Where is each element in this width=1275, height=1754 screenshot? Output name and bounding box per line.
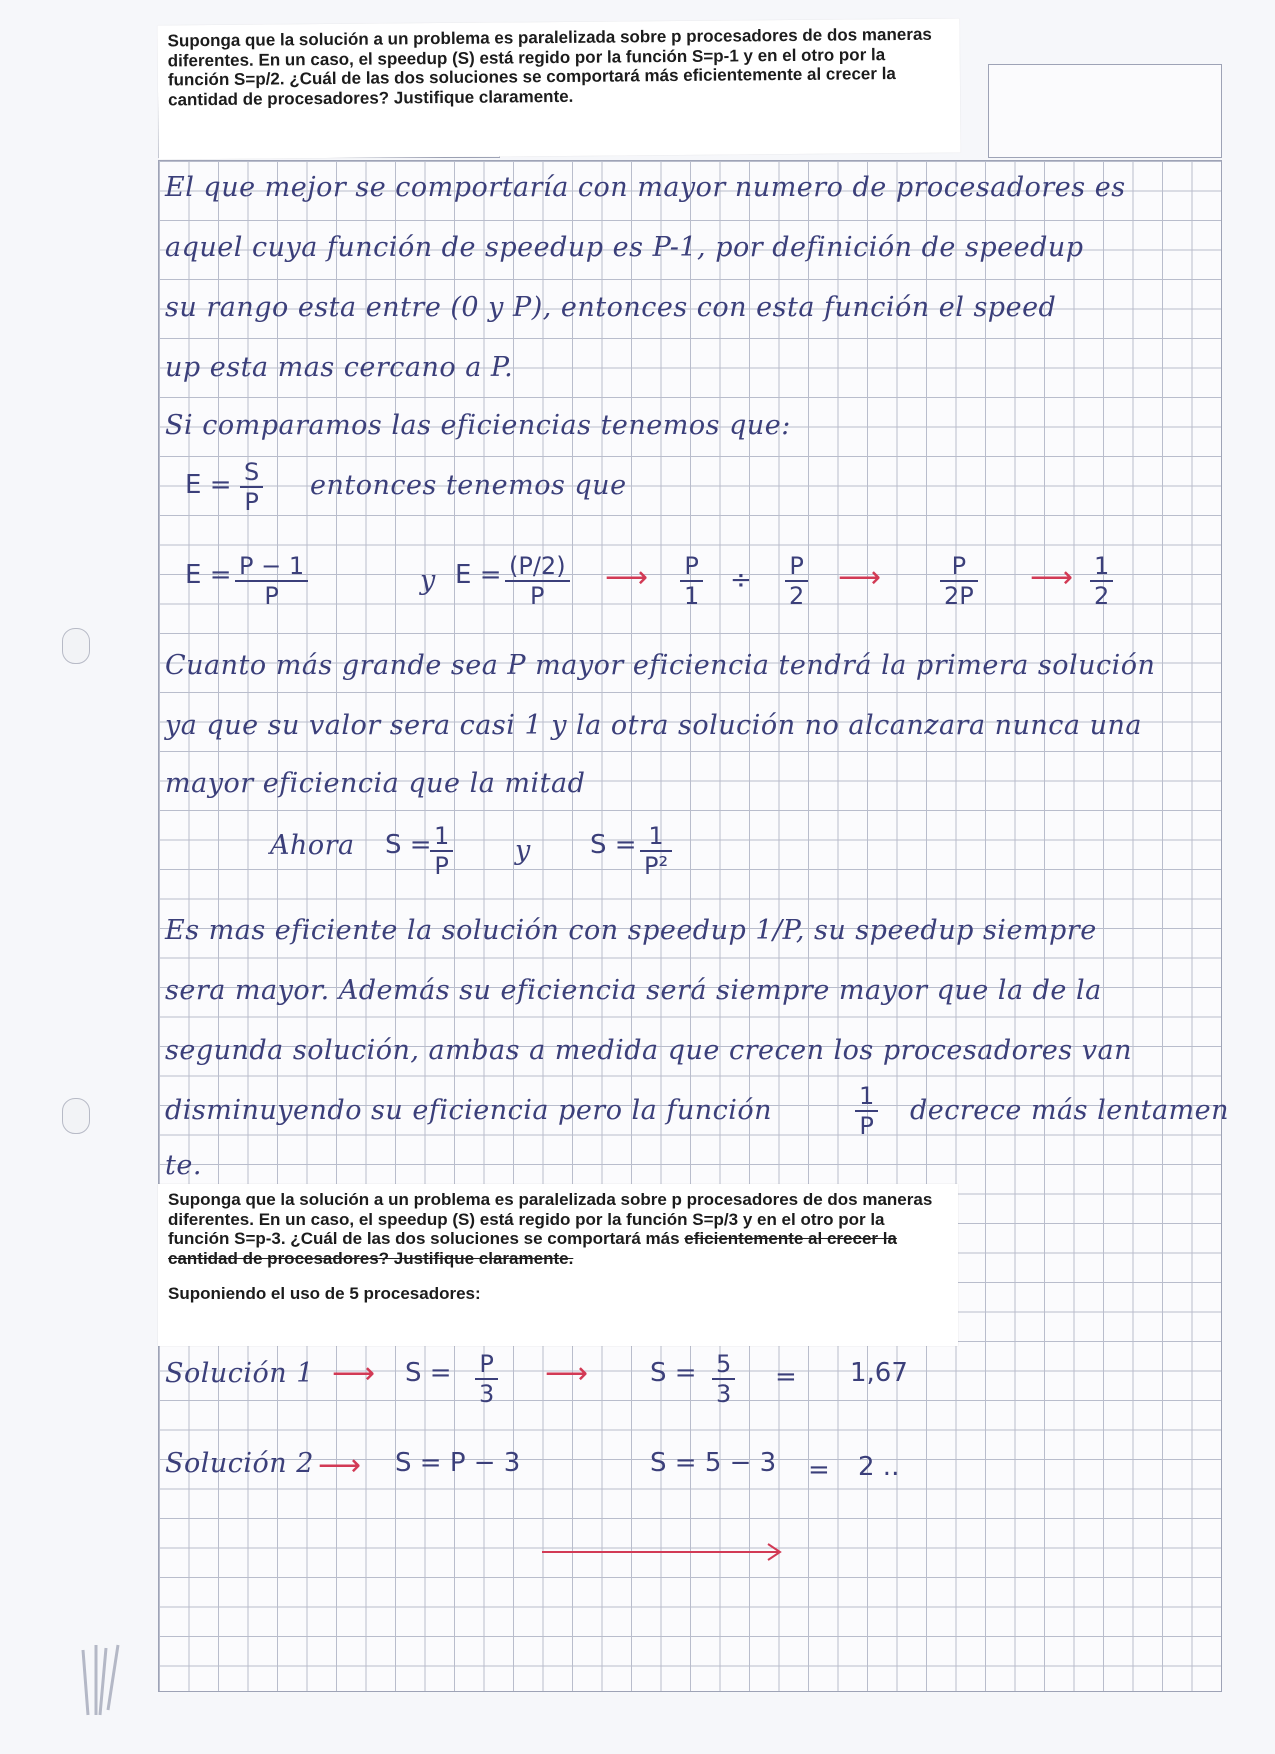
efficiency-1-fraction (235, 552, 308, 610)
fraction-denominator: P (434, 852, 449, 880)
solution-1-fraction-2 (712, 1350, 735, 1408)
solution-2-label: Solución 2 (165, 1448, 314, 1479)
ahora-label: Ahora (270, 830, 355, 861)
conjunction-y: y (515, 835, 531, 866)
solution-1-s-label: S = (405, 1358, 452, 1388)
header-box-right (988, 64, 1222, 158)
fraction-denominator: 2P (944, 582, 974, 610)
fraction-numerator: 1 (430, 822, 453, 852)
long-arrow-icon (540, 1540, 790, 1564)
arrow-icon: ⟶ (1030, 560, 1074, 595)
arrow-icon: ⟶ (318, 1448, 362, 1483)
efficiency-label-2: E = (185, 560, 232, 590)
question-2-text: Suponga que la solución a un problema es paralelizada sobre p procesadores de dos maneras diferentes. En un caso, el speedup (S) está regido por la función S=p/3 y en el otro por la función S=p-3. ¿Cuál de las dos soluciones se comportará más (168, 1190, 933, 1248)
answer-1-line-6: entonces tenemos que (310, 470, 627, 501)
question-1-text: Suponga que la solución a un problema es paralelizada sobre p procesadores de dos maneras diferentes. En un caso, el speedup (S) está regido por la función S=p-1 y en el otro por la función S=p/2. ¿Cuál de las dos soluciones se comportará más eficientemente al crecer la cantidad de procesadores? Justifique claramente. (167, 24, 932, 109)
conjunction-y: y (420, 565, 436, 596)
fraction-denominator: 1 (684, 582, 700, 610)
question-2-text-strike: eficientemente al crecer la cantidad de procesadores? Justifique claramente. (168, 1229, 897, 1268)
answer-1-line-1: El que mejor se comportaría con mayor numero de procesadores es (165, 172, 1126, 203)
solution-2-result: 2 .. (858, 1452, 900, 1482)
arrow-icon: ⟶ (332, 1356, 376, 1391)
speedup-2-fraction (640, 822, 672, 880)
fraction-numerator: P (940, 552, 978, 582)
fraction-denominator: 3 (716, 1380, 732, 1408)
fraction-numerator: P − 1 (235, 552, 308, 582)
answer-1-more-1: Cuanto más grande sea P mayor eficiencia tendrá la primera solución (165, 650, 1156, 681)
fraction-denominator: P² (644, 852, 669, 880)
solution-1-fraction (475, 1350, 498, 1408)
fraction-denominator: 2 (1094, 582, 1110, 610)
binder-hole-top (62, 628, 90, 664)
step-1-fraction (680, 552, 703, 610)
fraction-denominator: P (244, 488, 259, 516)
fraction-numerator: 1 (1090, 552, 1113, 582)
fraction-denominator: P (530, 582, 545, 610)
question-1-box (157, 19, 960, 160)
division-sign: ÷ (730, 565, 752, 595)
answer-1-end-1: Es mas eficiente la solución con speedup 1/P, su speedup siempre (165, 915, 1097, 946)
question-2-subtext: Suponiendo el uso de 5 procesadores: (168, 1284, 481, 1303)
arrow-icon: ⟶ (545, 1356, 589, 1391)
arrow-icon: ⟶ (838, 560, 882, 595)
solution-1-label: Solución 1 (165, 1358, 314, 1389)
fraction-numerator: P (475, 1350, 498, 1380)
efficiency-fraction (240, 458, 263, 516)
answer-1-line-5: Si comparamos las eficiencias tenemos que: (165, 410, 791, 441)
equals-sign: = (808, 1455, 830, 1485)
solution-2-formula: S = P − 3 (395, 1448, 521, 1478)
answer-1-end-6: te. (165, 1150, 202, 1181)
step-2-fraction (785, 552, 808, 610)
answer-1-line-3: su rango esta entre (0 y P), entonces con esta función el speed (165, 292, 1057, 323)
equals-sign: = (775, 1362, 797, 1392)
answer-1-end-3: segunda solución, ambas a medida que crecen los procesadores van (165, 1035, 1132, 1066)
result-fraction (1090, 552, 1113, 610)
binder-hole-bottom (62, 1098, 90, 1134)
fraction-numerator: 1 (855, 1082, 878, 1112)
fraction-numerator: P (785, 552, 808, 582)
efficiency-label-3: E = (455, 560, 502, 590)
efficiency-2-fraction (505, 552, 570, 610)
fraction-denominator: 3 (479, 1380, 495, 1408)
answer-1-end-4: disminuyendo su eficiencia pero la función (165, 1095, 773, 1126)
fraction-numerator: S (240, 458, 263, 488)
question-2-box (158, 1184, 958, 1346)
fraction-denominator: 2 (789, 582, 805, 610)
solution-1-s-label-2: S = (650, 1358, 697, 1388)
answer-1-end-5: decrece más lentamen (910, 1095, 1230, 1126)
speedup-1-fraction (430, 822, 453, 880)
fraction-numerator: (P/2) (505, 552, 570, 582)
solution-2-calc: S = 5 − 3 (650, 1448, 777, 1478)
efficiency-label: E = (185, 470, 232, 500)
speedup-label-1: S = (385, 830, 432, 860)
fraction-denominator: P (264, 582, 279, 610)
arrow-icon: ⟶ (605, 560, 649, 595)
answer-1-line-2: aquel cuya función de speedup es P-1, por definición de speedup (165, 232, 1084, 263)
fraction-numerator: 5 (712, 1350, 735, 1380)
final-fraction (855, 1082, 878, 1140)
paper-logo-icon (78, 1640, 128, 1720)
solution-1-result: 1,67 (850, 1358, 908, 1388)
step-3-fraction (940, 552, 978, 610)
fraction-numerator: P (680, 552, 703, 582)
answer-1-end-2: sera mayor. Además su eficiencia será siempre mayor que la de la (165, 975, 1102, 1006)
speedup-label-2: S = (590, 830, 637, 860)
fraction-numerator: 1 (640, 822, 672, 852)
fraction-denominator: P (859, 1112, 874, 1140)
answer-1-more-2: ya que su valor sera casi 1 y la otra solución no alcanzara nunca una (165, 710, 1142, 741)
answer-1-line-4: up esta mas cercano a P. (165, 352, 514, 383)
answer-1-more-3: mayor eficiencia que la mitad (165, 768, 586, 799)
